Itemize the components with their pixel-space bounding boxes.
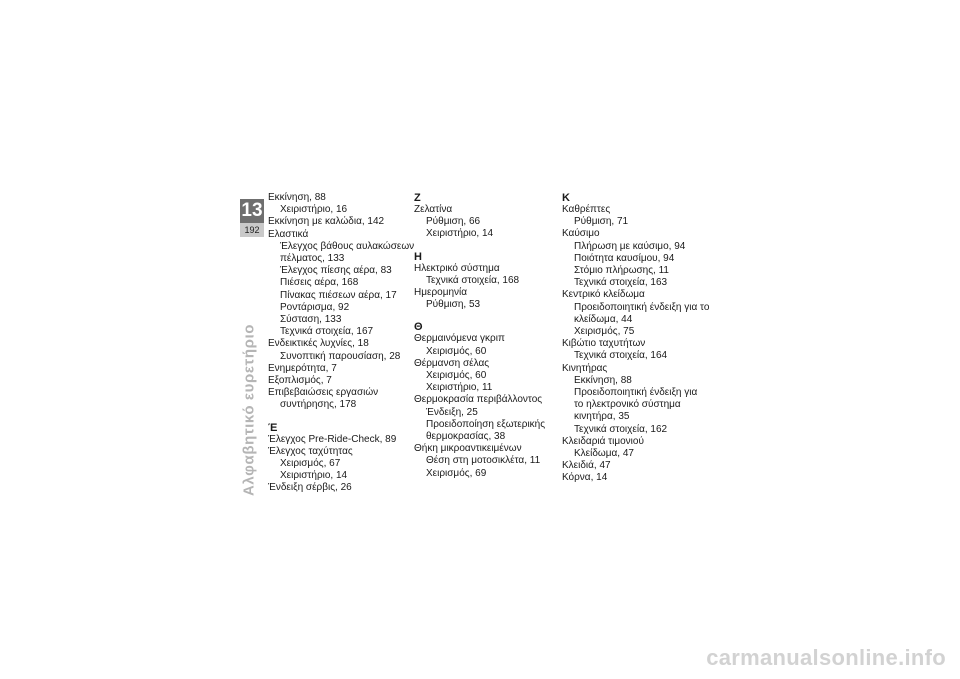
index-entry: Έλεγχος Pre-Ride-Check, 89 [268,433,397,445]
index-subentry: Προειδοποιητική ένδειξη για [574,387,698,399]
index-subentry: Τεχνικά στοιχεία, 164 [574,350,668,362]
index-entry: Εκκίνηση με καλώδια, 142 [268,216,385,228]
index-column-2 [414,192,554,480]
section-gap [268,412,408,422]
watermark: carmanualsonline.info [706,645,946,670]
chapter-number: 13 [241,200,263,221]
index-entry: Κινητήρας [562,362,608,374]
index-entry: Ένδειξη σέρβις, 26 [268,482,352,494]
index-letter-heading: Η [414,250,422,263]
index-subentry: Χειρισμός, 60 [426,370,487,382]
index-entry: Θερμοκρασία περιβάλλοντος [414,394,543,406]
index-entry: Ζελατίνα [414,204,453,215]
index-entry: Καθρέπτες [562,204,611,215]
index-subentry: Χειρισμός, 67 [280,458,341,470]
index-entry: Κλειδιά, 47 [562,460,611,472]
index-entry: Καύσιμο [562,228,600,240]
index-subentry: Ρύθμιση, 53 [426,299,481,311]
index-entry: Θέρμανση σέλας [414,357,490,369]
index-entry: Θερμαινόμενα γκριπ [414,333,505,345]
index-subentry: Τεχνικά στοιχεία, 163 [574,277,668,289]
chapter-block [240,199,264,237]
index-subentry: Ροντάρισμα, 92 [280,301,350,313]
index-subentry: Χειρισμός, 69 [426,467,487,479]
index-entry: Κόρνα, 14 [562,472,608,484]
index-subentry: Στόμιο πλήρωσης, 11 [574,265,669,277]
index-entry-continuation: πέλματος, 133 [280,253,345,265]
index-subentry: Τεχνικά στοιχεία, 162 [574,423,668,435]
index-subentry: Έλεγχος βάθους αυλακώσεων [280,240,415,252]
index-subentry: Χειριστήριο, 14 [280,470,348,482]
index-entry: Θήκη μικροαντικειμένων [414,443,522,455]
index-subentry: Εκκίνηση, 88 [574,374,632,386]
index-subentry: Χειρισμός, 60 [426,345,487,357]
index-subentry: Ένδειξη, 25 [426,406,478,418]
index-letter-heading: Κ [562,192,570,204]
index-entry: Ημερομηνία [414,287,468,299]
index-entry: Ελαστικά [268,228,309,240]
index-entry-continuation: κινητήρα, 35 [574,411,630,423]
index-entry: Εκκίνηση, 88 [268,192,326,203]
index-entry: Επιβεβαιώσεις εργασιών [268,387,379,399]
index-subentry: Έλεγχος πίεσης αέρα, 83 [280,265,392,277]
page-number: 192 [240,223,264,237]
index-subentry: Τεχνικά στοιχεία, 168 [426,274,520,286]
section-gap [414,311,554,321]
index-subentry: Χειριστήριο, 11 [426,382,493,394]
index-subentry: Πιέσεις αέρα, 168 [280,277,359,289]
index-entry: Ενδεικτικές λυχνίες, 18 [268,338,369,350]
index-subentry: Ρύθμιση, 71 [574,216,629,228]
index-subentry: Σύσταση, 133 [280,314,342,326]
index-letter-heading: Θ [414,321,423,334]
index-entry-continuation: θερμοκρασίας, 38 [426,431,506,443]
index-letter-heading: Ζ [414,192,421,204]
index-subentry: Συνοπτική παρουσίαση, 28 [280,350,401,362]
index-entry: Ηλεκτρικό σύστημα [414,262,500,274]
index-column-3 [562,192,710,485]
index-entry: Έλεγχος ταχύτητας [268,445,353,457]
index-entry: Κεντρικό κλείδωμα [562,289,645,301]
section-gap [414,241,554,251]
index-subentry: Χειρισμός, 75 [574,326,635,338]
index-subentry: Πλήρωση με καύσιμο, 94 [574,240,686,252]
index-subentry: Πίνακας πιέσεων αέρα, 17 [280,289,397,301]
index-entry: Ενημερότητα, 7 [268,362,337,374]
index-entry-continuation: το ηλεκτρονικό σύστημα [574,399,681,411]
index-subentry: Προειδοποίηση εξωτερικής [426,418,546,430]
index-subentry: Τεχνικά στοιχεία, 167 [280,326,374,338]
index-entry: Κλειδαριά τιμονιού [562,435,644,447]
index-column-1 [268,192,415,495]
index-subentry: Χειριστήριο, 16 [280,204,348,216]
index-subentry: Ποιότητα καυσίμου, 94 [574,252,675,264]
index-subentry: Χειριστήριο, 14 [426,228,494,240]
index-subentry: Προειδοποιητική ένδειξη για το [574,301,710,313]
index-subentry: Θέση στη μοτοσικλέτα, 11 [426,455,541,467]
index-subentry: Ρύθμιση, 66 [426,216,481,228]
index-subentry: Κλείδωμα, 47 [574,448,634,460]
index-letter-heading: Έ [268,421,278,434]
index-entry-continuation: κλείδωμα, 44 [574,313,633,325]
index-entry: Εξοπλισμός, 7 [268,375,332,387]
index-entry: Κιβώτιο ταχυτήτων [562,338,646,350]
index-entry-continuation: συντήρησης, 178 [280,399,357,411]
side-title: Αλφαβητικό ευρετήριο [240,323,258,497]
